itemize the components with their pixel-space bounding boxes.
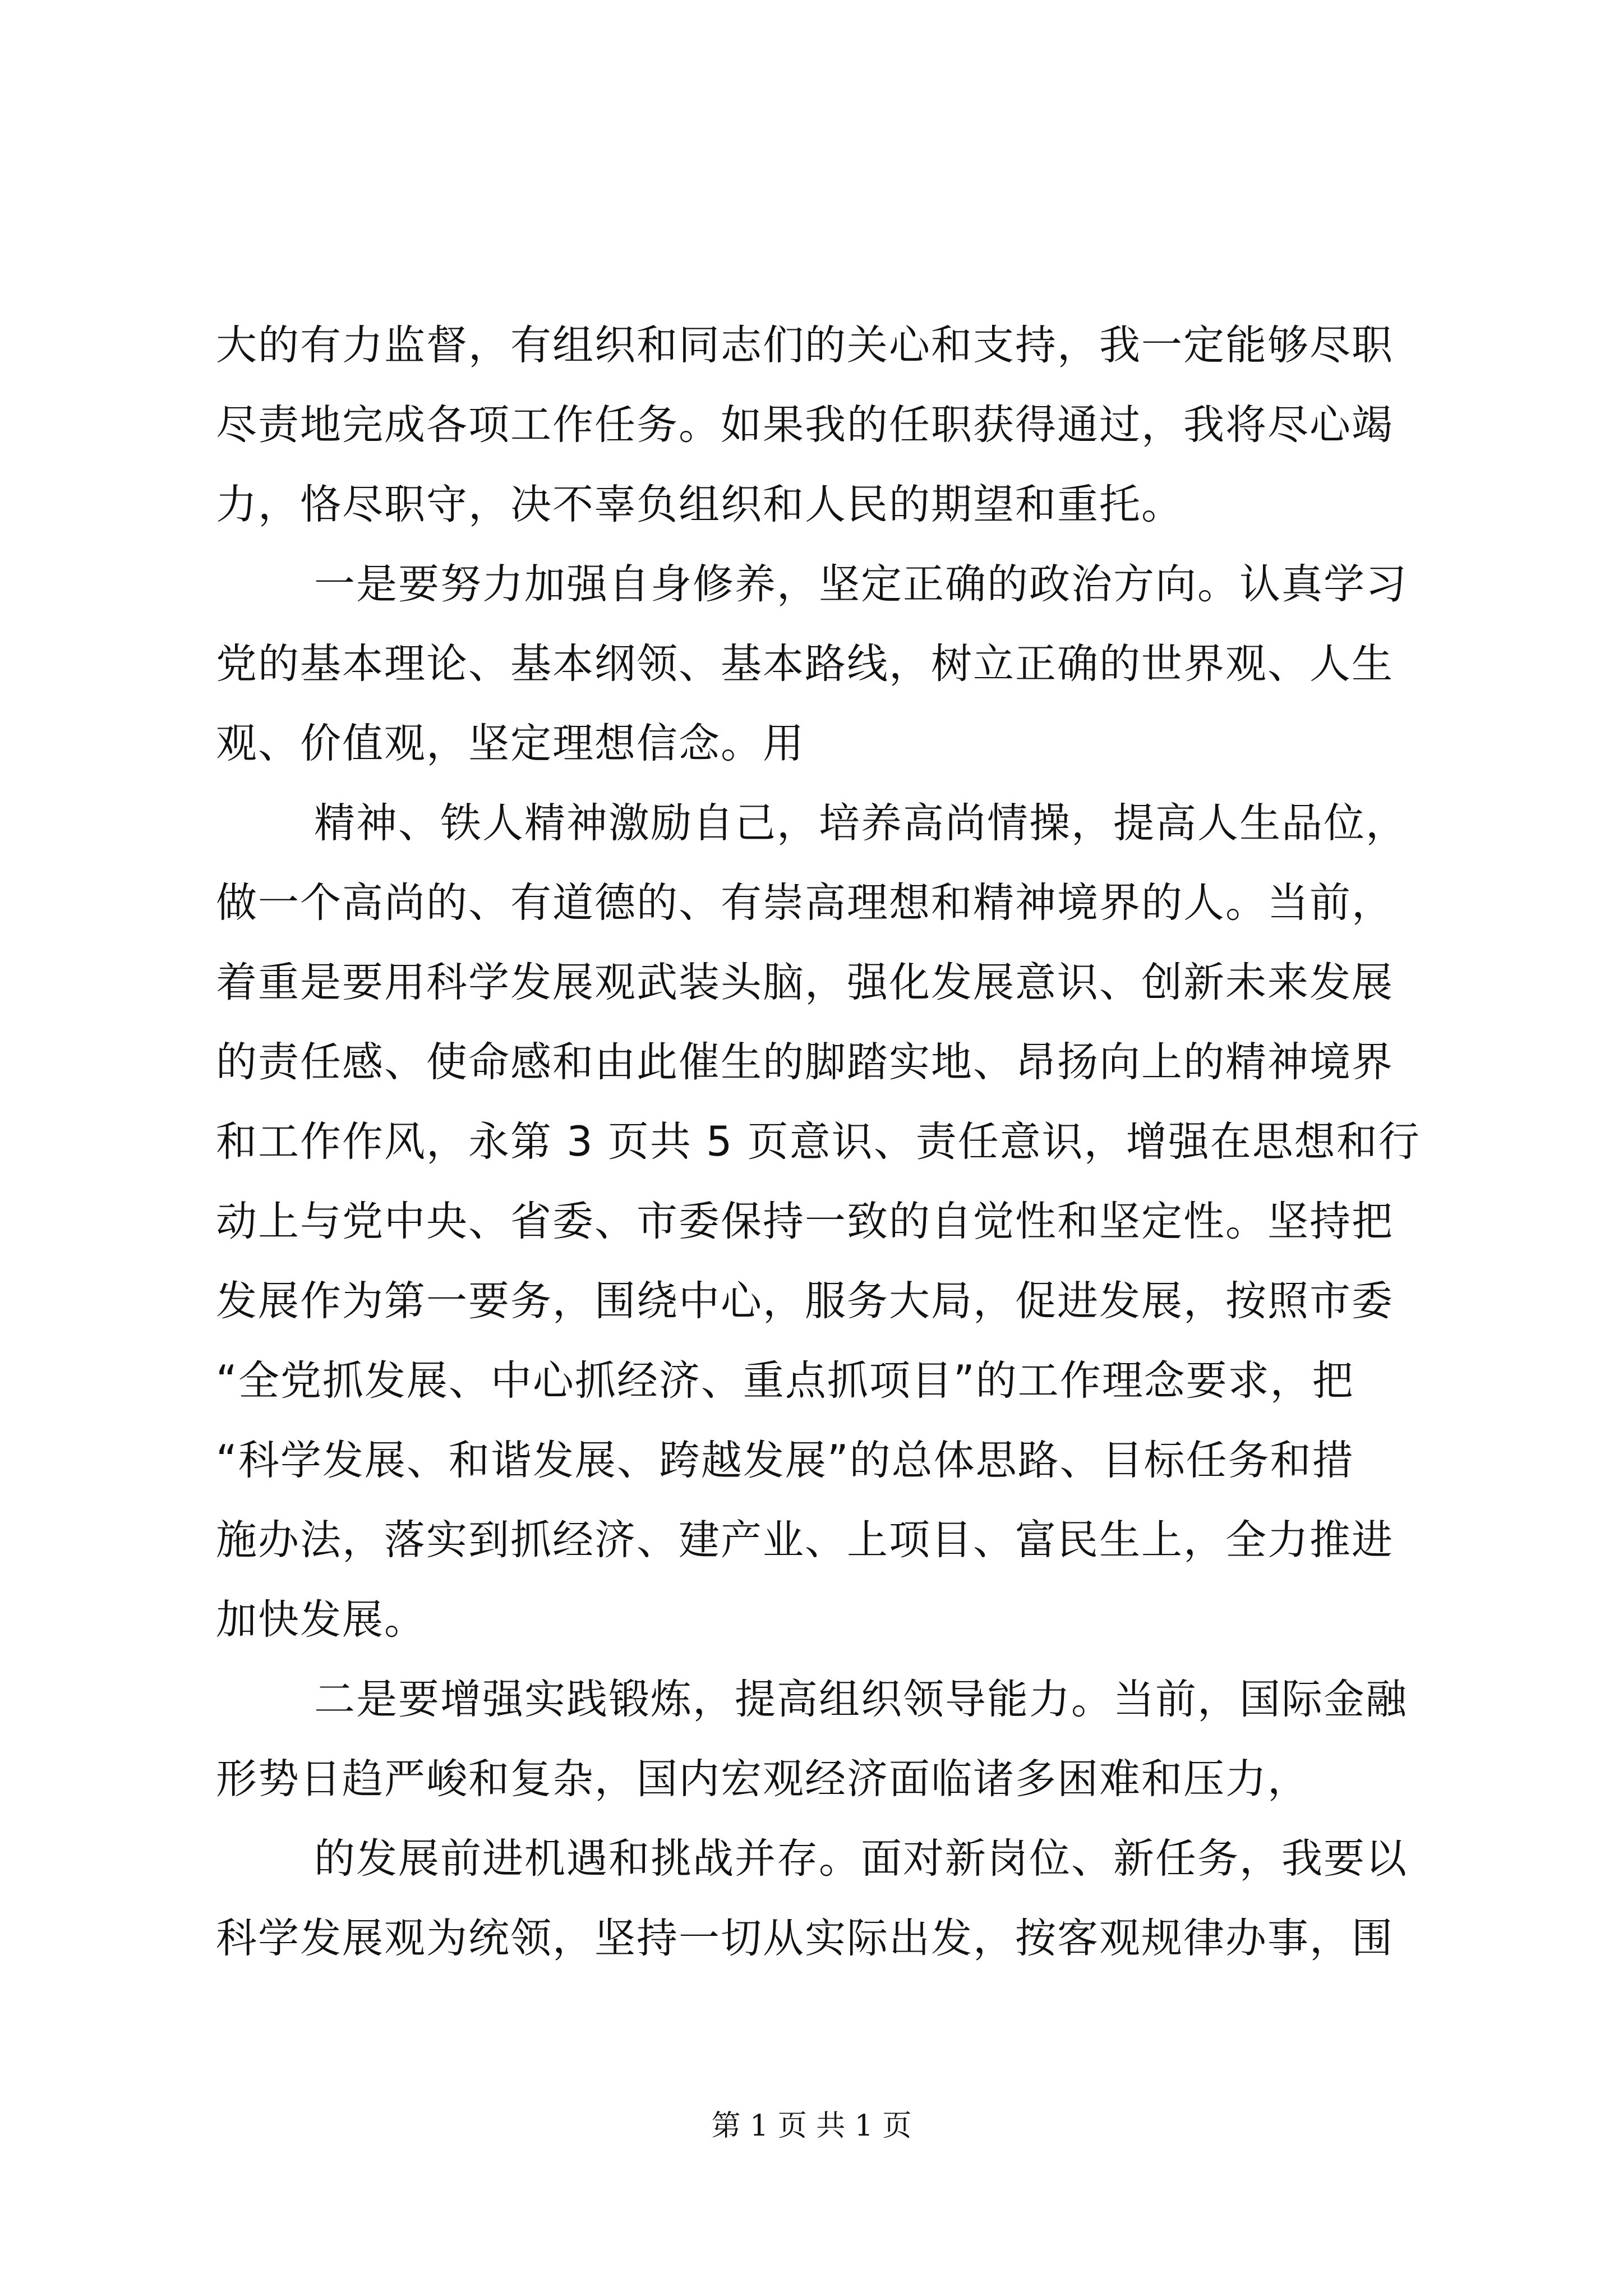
text-line: 形势日趋严峻和复杂，国内宏观经济面临诸多困难和压力， — [216, 1755, 1310, 1803]
page-footer: 第 1 页 共 1 页 — [711, 2109, 912, 2143]
text-line: 的责任感、使命感和由此催生的脚踏实地、昂扬向上的精神境界 — [216, 1038, 1394, 1086]
text-line: 力，恪尽职守，决不辜负组织和人民的期望和重托。 — [216, 481, 1183, 528]
document-body — [216, 306, 1427, 1978]
text-line: 一是要努力加强自身修养，坚定正确的政治方向。认真学习 — [314, 560, 1408, 608]
text-line: 科学发展观为统领，坚持一切从实际出发，按客观规律办事，围 — [216, 1915, 1394, 1962]
text-line: 大的有力监督，有组织和同志们的关心和支持，我一定能够尽职 — [216, 321, 1394, 369]
text-line: 加快发展。 — [216, 1596, 426, 1644]
text-line: 着重是要用科学发展观武装头脑，强化发展意识、创新未来发展 — [216, 959, 1394, 1006]
text-line: 观、价值观，坚定理想信念。用 — [216, 720, 805, 767]
text-line: 和工作作风，永第 3 页共 5 页意识、责任意识，增强在思想和行 — [216, 1118, 1421, 1166]
text-line: 施办法，落实到抓经济、建产业、上项目、富民生上，全力推进 — [216, 1516, 1394, 1564]
text-line: 尽责地完成各项工作任务。如果我的任职获得通过，我将尽心竭 — [216, 401, 1394, 449]
text-line: 做一个高尚的、有道德的、有崇高理想和精神境界的人。当前， — [216, 879, 1394, 927]
text-line: 党的基本理论、基本纲领、基本路线，树立正确的世界观、人生 — [216, 640, 1394, 688]
text-line: 发展作为第一要务，围绕中心，服务大局，促进发展，按照市委 — [216, 1277, 1394, 1325]
text-line: 的发展前进机遇和挑战并存。面对新岗位、新任务，我要以 — [314, 1835, 1408, 1883]
text-line: 二是要增强实践锻炼，提高组织领导能力。当前，国际金融 — [314, 1676, 1408, 1723]
text-line: 精神、铁人精神激励自己，培养高尚情操，提高人生品位， — [314, 799, 1408, 847]
text-line: “全党抓发展、中心抓经济、重点抓项目”的工作理念要求，把 — [216, 1357, 1354, 1405]
text-line: “科学发展、和谐发展、跨越发展”的总体思路、目标任务和措 — [216, 1437, 1354, 1484]
text-line: 动上与党中央、省委、市委保持一致的自觉性和坚定性。坚持把 — [216, 1198, 1394, 1245]
